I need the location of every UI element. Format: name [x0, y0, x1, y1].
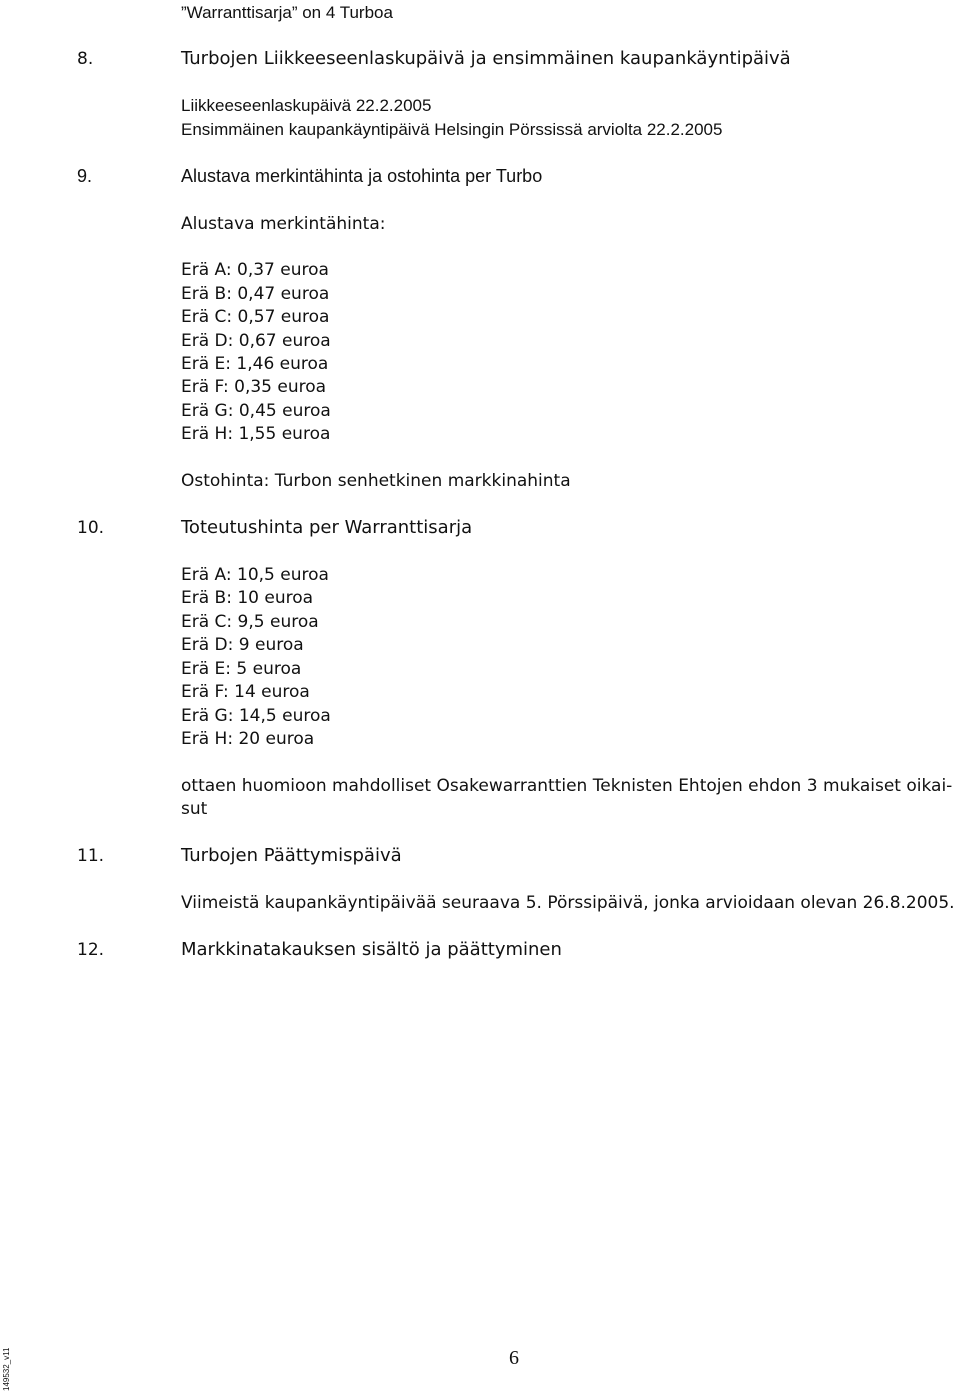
list-item: Erä D: 9 euroa	[181, 635, 304, 655]
section-12-number: 12.	[77, 940, 105, 960]
list-item: Erä H: 1,55 euroa	[181, 424, 331, 444]
page-number: 6	[509, 1347, 519, 1369]
list-item: Erä E: 1,46 euroa	[181, 354, 329, 374]
section-9-number: 9.	[77, 166, 93, 186]
section-10-number: 10.	[77, 518, 105, 538]
list-item: Erä A: 10,5 euroa	[181, 565, 329, 585]
expiry-date-text: Viimeistä kaupankäyntipäivää seuraava 5. Pörssipäivä, jonka arvioidaan olevan 26.8.2005.	[181, 893, 955, 913]
section-12-title: Markkinatakauksen sisältö ja päättyminen	[181, 939, 562, 960]
adjustment-note-line-1: ottaen huomioon mahdolliset Osakewarranttien Teknisten Ehtojen ehdon 3 mukaiset oikai-	[181, 776, 953, 796]
list-item: Erä C: 0,57 euroa	[181, 307, 330, 327]
adjustment-note-line-2: sut	[181, 799, 208, 819]
list-item: Erä F: 14 euroa	[181, 682, 310, 702]
list-item: Erä G: 0,45 euroa	[181, 401, 331, 421]
list-item: Erä F: 0,35 euroa	[181, 377, 327, 397]
subscription-price-intro: Alustava merkintähinta:	[181, 214, 386, 234]
list-item: Erä B: 0,47 euroa	[181, 284, 330, 304]
list-item: Erä H: 20 euroa	[181, 729, 315, 749]
section-8-title: Turbojen Liikkeeseenlaskupäivä ja ensimmäinen kaupankäyntipäivä	[181, 48, 791, 69]
first-trading-day-line: Ensimmäinen kaupankäyntipäivä Helsingin Pörssissä arviolta 22.2.2005	[181, 120, 723, 139]
section-8-number: 8.	[77, 49, 94, 69]
list-item: Erä E: 5 euroa	[181, 659, 302, 679]
intro-line: ”Warranttisarja” on 4 Turboa	[181, 3, 393, 22]
document-code: 149532_v11	[2, 1347, 11, 1391]
issue-date-line: Liikkeeseenlaskupäivä 22.2.2005	[181, 96, 432, 115]
list-item: Erä G: 14,5 euroa	[181, 706, 331, 726]
list-item: Erä A: 0,37 euroa	[181, 260, 329, 280]
list-item: Erä C: 9,5 euroa	[181, 612, 319, 632]
section-11-number: 11.	[77, 846, 105, 866]
list-item: Erä B: 10 euroa	[181, 588, 314, 608]
purchase-price-note: Ostohinta: Turbon senhetkinen markkinahinta	[181, 471, 571, 491]
section-11-title: Turbojen Päättymispäivä	[181, 845, 402, 866]
section-10-title: Toteutushinta per Warranttisarja	[181, 517, 473, 538]
section-9-title: Alustava merkintähinta ja ostohinta per Turbo	[181, 166, 543, 186]
list-item: Erä D: 0,67 euroa	[181, 331, 331, 351]
